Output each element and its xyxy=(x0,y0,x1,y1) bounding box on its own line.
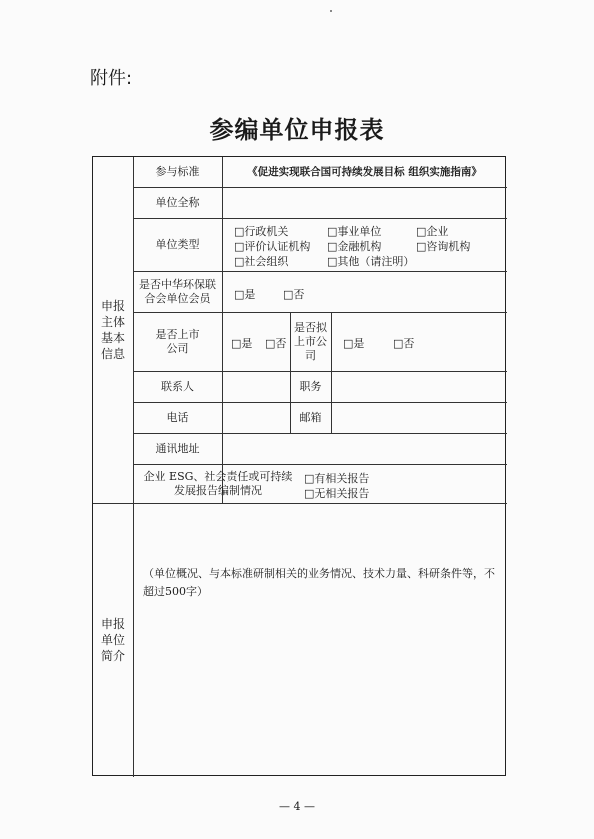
intro-text-area[interactable] xyxy=(134,504,506,776)
contact-label: 联系人 xyxy=(161,379,194,393)
unit-name-label: 单位全称 xyxy=(155,195,200,209)
position-field[interactable] xyxy=(332,372,506,401)
listed-label: 是否上市 公司 xyxy=(155,327,200,355)
contact-field[interactable] xyxy=(223,372,289,401)
standard-value: 《促进实现联合国可持续发展目标 组织实施指南》 xyxy=(247,166,482,178)
member-no-option[interactable]: □否 xyxy=(283,288,305,301)
member-label: 是否中华环保联 合会单位会员 xyxy=(139,277,216,305)
intro-instruction: （单位概况、与本标准研制相关的业务情况、技术力量、科研条件等，不超过500字） xyxy=(143,567,495,598)
esg-has-report-option[interactable]: □有相关报告 xyxy=(304,472,370,485)
option-consulting[interactable]: □咨询机构 xyxy=(416,240,471,253)
email-label: 邮箱 xyxy=(299,410,322,424)
listed-yes-option[interactable]: □是 xyxy=(231,337,253,350)
scan-speck xyxy=(330,10,332,12)
option-financial-institution[interactable]: □金融机构 xyxy=(327,240,382,253)
unit-name-field[interactable] xyxy=(223,188,506,217)
esg-no-report-option[interactable]: □无相关报告 xyxy=(304,487,370,500)
unit-type-label: 单位类型 xyxy=(155,237,200,251)
option-certification-body[interactable]: □评价认证机构 xyxy=(234,240,311,253)
listed-no-option[interactable]: □否 xyxy=(265,337,287,350)
option-other[interactable]: □其他（请注明） xyxy=(327,255,415,268)
option-public-institution[interactable]: □事业单位 xyxy=(327,225,382,238)
section-intro-label: 申报 单位 简介 xyxy=(100,617,125,663)
esg-label: 企业 ESG、社会责任或可持续 发展报告编制情况 xyxy=(143,469,293,497)
plan-listed-label: 是否拟 上市公 司 xyxy=(294,320,327,362)
option-government[interactable]: □行政机关 xyxy=(234,225,289,238)
section-basic-info-label: 申报 主体 基本 信息 xyxy=(100,299,125,361)
position-label: 职务 xyxy=(299,379,322,393)
attachment-label: 附件: xyxy=(90,68,133,89)
plan-yes-option[interactable]: □是 xyxy=(343,337,365,350)
option-enterprise[interactable]: □企业 xyxy=(416,225,449,238)
email-field[interactable] xyxy=(332,403,506,432)
application-form-table xyxy=(92,156,506,776)
option-social-organization[interactable]: □社会组织 xyxy=(234,255,289,268)
form-title: 参编单位申报表 xyxy=(209,115,385,144)
standard-label: 参与标准 xyxy=(155,165,200,178)
page-number: — 4 — xyxy=(279,800,315,813)
address-field[interactable] xyxy=(223,434,506,463)
phone-field[interactable] xyxy=(223,403,289,432)
phone-label: 电话 xyxy=(166,410,189,424)
plan-no-option[interactable]: □否 xyxy=(393,337,415,350)
member-yes-option[interactable]: □是 xyxy=(234,288,256,301)
address-label: 通讯地址 xyxy=(155,441,200,455)
